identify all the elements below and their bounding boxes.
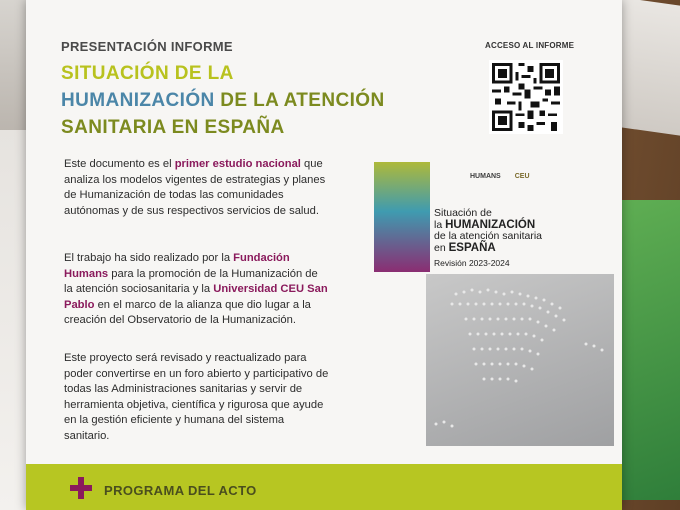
program-heading: PROGRAMA DEL ACTO — [104, 483, 257, 498]
paragraph-3: Este proyecto será revisado y reactualizado para poder convertirse en un foro abierto y participativo de todas las Administraciones sanitarias y servir de herramienta objetiva, científica y rigurosa que ayude en la gestión eficiente y humana del sistema sanitario. — [64, 352, 329, 442]
paragraph-2-text: El trabajo ha sido realizado por la — [64, 252, 234, 264]
paragraph-1-text: Este documento es el — [64, 158, 175, 170]
plus-icon — [70, 477, 92, 499]
ceu-logo: CEU — [514, 172, 530, 180]
background-green-folder — [615, 200, 680, 500]
paragraph-1-highlight: primer estudio nacional — [174, 158, 301, 170]
cover-title-line-3: de la atención sanitaria — [434, 230, 542, 242]
qr-label: ACCESO AL INFORME — [485, 41, 575, 50]
cover-title-line-1: Situación de — [434, 207, 492, 219]
eyebrow-heading: PRESENTACIÓN INFORME — [61, 39, 233, 54]
paragraph-2-text-mid: para la promoción de la Humanización de la atención sociosanitaria y la — [64, 267, 318, 296]
cover-title-line-4-prefix: en — [434, 241, 449, 254]
universidad-ceu-highlight: Universidad CEU San Pablo — [64, 283, 328, 311]
report-leaflet — [26, 0, 622, 510]
cover-logos — [470, 168, 610, 184]
paragraph-2 — [64, 251, 329, 329]
cover-revision: Revisión 2023-2024 — [434, 258, 510, 268]
title-line-2 — [61, 87, 441, 114]
cover-title-line-2-prefix: la — [434, 218, 446, 231]
cover-gradient-bar — [374, 162, 430, 272]
title-line-2-rest: DE LA ATENCIÓN — [214, 90, 385, 111]
paragraph-1 — [64, 157, 329, 219]
title-line-3: SANITARIA EN ESPAÑA — [61, 117, 285, 138]
spain-dot-map — [426, 274, 614, 446]
paragraph-2-text-end: en el marco de la alianza que dio lugar a la creación del Observatorio de la Humanización. — [64, 298, 311, 327]
cover-title-line-4 — [434, 243, 542, 255]
leaflet-title — [61, 60, 441, 141]
paragraph-1-text-end: que analiza los modelos vigentes de estrategias y planes de Humanización de todas las comunidades autónomas y de sus respectivos servicios de salud. — [64, 158, 326, 217]
cover-title-emphasis: HUMANIZACIÓN — [445, 218, 536, 231]
report-cover-image — [374, 162, 612, 450]
cover-title-country: ESPAÑA — [448, 241, 496, 254]
humans-logo: HUMANS — [470, 172, 501, 180]
title-highlight: HUMANIZACIÓN — [61, 90, 215, 111]
qr-code[interactable] — [489, 60, 563, 134]
fundacion-humans-highlight: Fundación Humans — [64, 252, 290, 280]
cover-title — [434, 208, 542, 254]
title-line-1: SITUACIÓN DE LA — [61, 63, 234, 84]
